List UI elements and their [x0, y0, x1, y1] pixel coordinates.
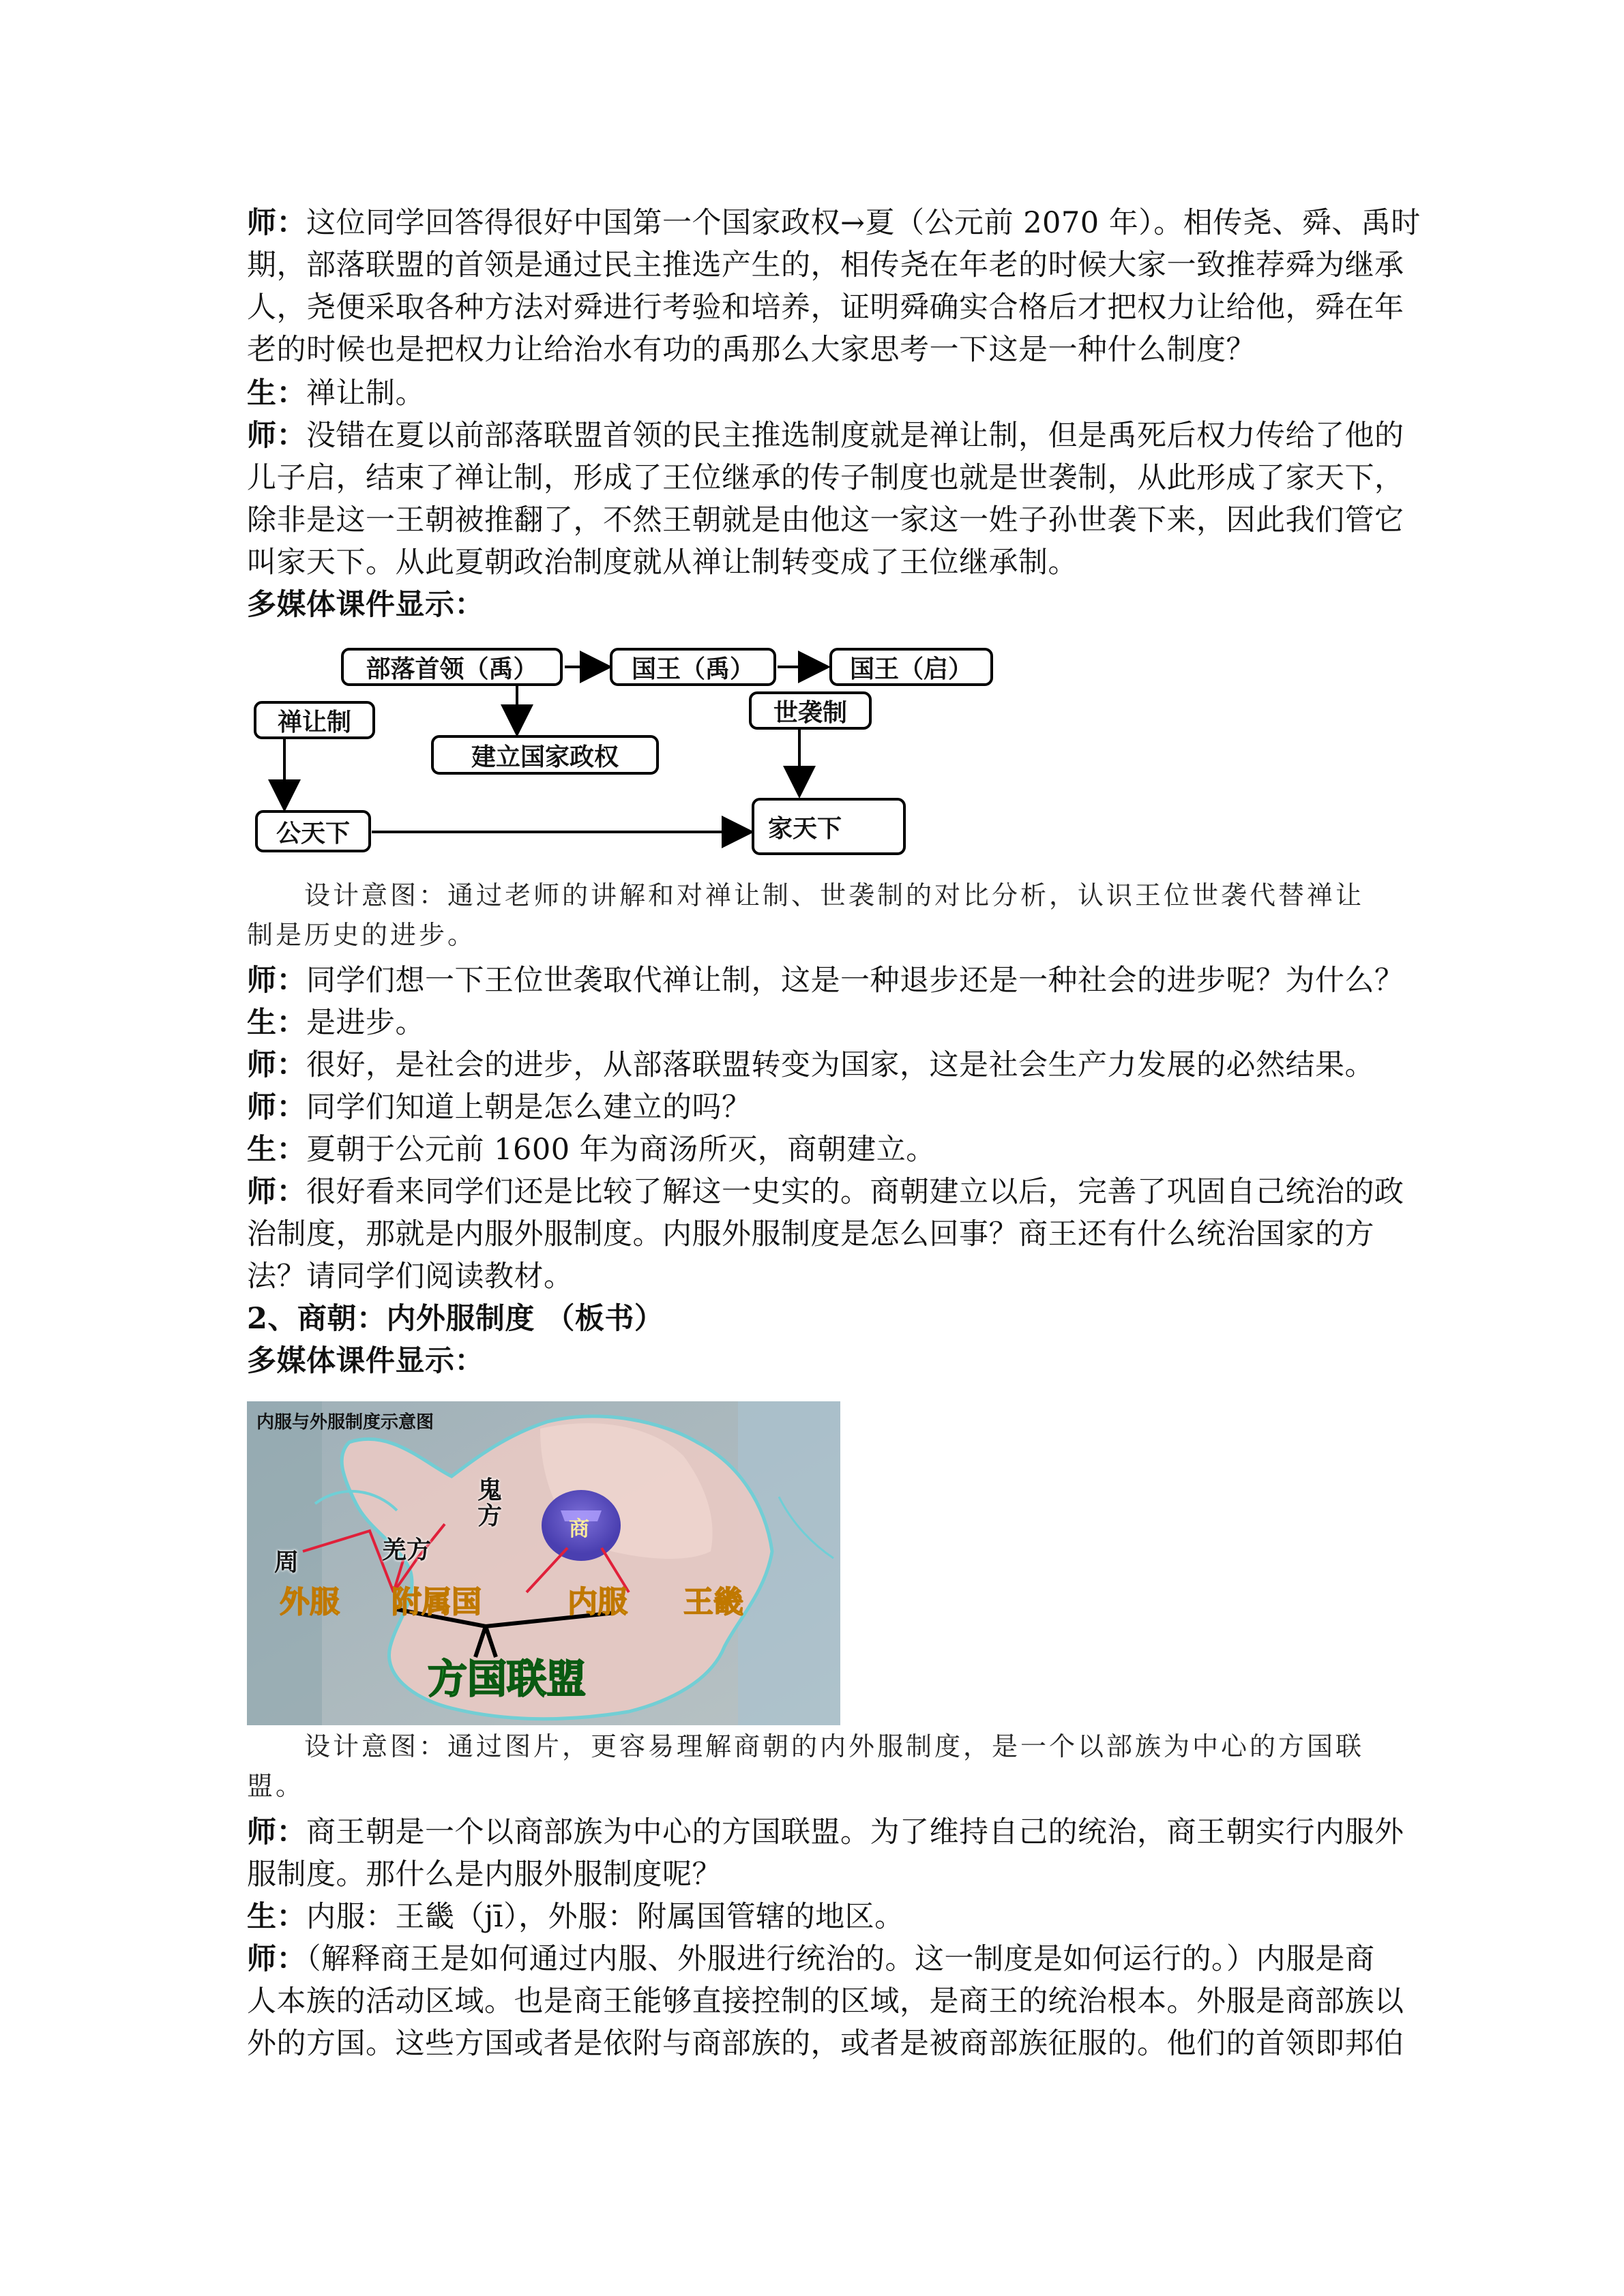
paragraph: [247, 1896, 1393, 1938]
speaker-label: 师：: [247, 1048, 306, 1082]
paragraph: [247, 1938, 1404, 2065]
speaker-label: 生：: [247, 1133, 306, 1167]
paragraph: [247, 1129, 1393, 1171]
speaker-label: 师：: [247, 964, 306, 998]
paragraph: [247, 1340, 1393, 1382]
label-shang: 商: [569, 1517, 589, 1541]
text-line: 生：禅让制。: [247, 376, 425, 411]
text-line: 治制度，那就是内服外服制度。内服外服制度是怎么回事？商王还有什么统治国家的方: [247, 1217, 1374, 1251]
paragraph: [247, 1171, 1404, 1298]
box-king-yu: 国王（禹）: [610, 648, 776, 686]
label-fushuguo: 附属国: [392, 1585, 482, 1620]
speaker-label: 生：: [247, 1900, 306, 1934]
speaker-label: 师：: [247, 1175, 306, 1209]
design-intent-paragraph: [247, 1727, 1393, 1806]
text-line: 师：很好，是社会的进步，从部落联盟转变为国家，这是社会生产力发展的必然结果。: [247, 1048, 1374, 1082]
speaker-label: 生：: [247, 376, 306, 411]
text-line: 多媒体课件显示：: [247, 1344, 484, 1378]
text-line: 期，部落联盟的首领是通过民主推选产生的，相传尧在年老的时候大家一致推荐舜为继承: [247, 248, 1404, 282]
text-line: 生：是进步。: [247, 1006, 425, 1040]
label-neifu: 内服: [567, 1585, 628, 1620]
paragraph: [247, 1044, 1393, 1086]
inner-outer-service-map: [247, 1401, 840, 1725]
text-line: 生：内服：王畿（jī），外服：附属国管辖的地区。: [247, 1900, 904, 1934]
paragraph: [247, 584, 1393, 626]
box-hereditary: 世袭制: [749, 691, 872, 730]
paragraph: [247, 202, 1421, 371]
speaker-label: 师：: [247, 1942, 306, 1976]
text-line: 多媒体课件显示：: [247, 588, 484, 622]
text-line: 制是历史的进步。: [247, 920, 477, 950]
text-line: 师：同学们知道上朝是怎么建立的吗？: [247, 1090, 752, 1124]
text-line: 叫家天下。从此夏朝政治制度就从禅让制转变成了王位继承制。: [247, 546, 1078, 580]
text-line: 生：夏朝于公元前 1600 年为商汤所灭，商朝建立。: [247, 1133, 936, 1167]
box-family-world: 家天下: [752, 798, 906, 855]
map-title: 内服与外服制度示意图: [256, 1412, 434, 1433]
paragraph: [247, 1298, 1393, 1340]
text-line: 设计意图：通过老师的讲解和对禅让制、世袭制的对比分析，认识王位世袭代替禅让: [304, 880, 1365, 910]
paragraph: [247, 959, 1404, 1002]
text-line: 人本族的活动区域。也是商王能够直接控制的区域，是商王的统治根本。外服是商部族以: [247, 1984, 1404, 2018]
box-public-world: 公天下: [255, 810, 371, 852]
text-line: 人，尧便采取各种方法对舜进行考验和培养，证明舜确实合格后才把权力让给他，舜在年: [247, 290, 1404, 325]
abdication-to-hereditary-flowchart: [246, 634, 1009, 866]
label-waifu: 外服: [280, 1585, 340, 1620]
label-qiangfang: 羌方: [382, 1536, 432, 1564]
box-abdication: 禅让制: [254, 701, 375, 739]
paragraph: [247, 372, 1393, 415]
text-line: 法？请同学们阅读教材。: [247, 1259, 574, 1294]
label-guifang: 鬼方: [477, 1476, 503, 1530]
text-line: 师：很好看来同学们还是比较了解这一史实的。商朝建立以后，完善了巩固自己统治的政: [247, 1175, 1404, 1209]
speaker-label: 师：: [247, 1815, 306, 1849]
speaker-label: 师：: [247, 1090, 306, 1124]
text-line: 外的方国。这些方国或者是依附与商部族的，或者是被商部族征服的。他们的首领即邦伯: [247, 2027, 1404, 2061]
text-line: 老的时候也是把权力让给治水有功的禹那么大家思考一下这是一种什么制度？: [247, 333, 1256, 367]
label-zhou: 周: [274, 1549, 299, 1577]
box-chief-yu: 部落首领（禹）: [341, 648, 563, 686]
speaker-label: 师：: [247, 206, 306, 240]
text-line: 服制度。那什么是内服外服制度呢？: [247, 1858, 722, 1892]
text-line: 师：（解释商王是如何通过内服、外服进行统治的。这一制度是如何运行的。）内服是商: [247, 1942, 1375, 1976]
label-wangji: 王畿: [683, 1585, 743, 1620]
speaker-label: 师：: [247, 419, 306, 453]
design-intent-paragraph: [247, 876, 1393, 955]
text-line: 除非是这一王朝被推翻了，不然王朝就是由他这一家这一姓子孙世袭下来，因此我们管它: [247, 503, 1404, 537]
text-line: 师：这位同学回答得很好中国第一个国家政权→夏（公元前 2070 年）。相传尧、舜、禹时: [247, 206, 1421, 240]
label-fangguo-alliance: 方国联盟: [428, 1656, 587, 1702]
text-line: 师：同学们想一下王位世袭取代禅让制，这是一种退步还是一种社会的进步呢？为什么？: [247, 964, 1404, 998]
text-line: 儿子启，结束了禅让制，形成了王位继承的传子制度也就是世袭制，从此形成了家天下，: [247, 461, 1404, 495]
box-king-qi: 国王（启）: [829, 648, 993, 686]
text-line: 2、商朝：内外服制度 （板书）: [247, 1302, 664, 1336]
text-line: 师：商王朝是一个以商部族为中心的方国联盟。为了维持自己的统治，商王朝实行内服外: [247, 1815, 1404, 1849]
text-line: 设计意图：通过图片，更容易理解商朝的内外服制度，是一个以部族为中心的方国联: [304, 1731, 1365, 1761]
text-line: 盟。: [247, 1771, 305, 1801]
paragraph: [247, 1002, 1393, 1044]
speaker-label: 生：: [247, 1006, 306, 1040]
paragraph: [247, 1811, 1404, 1896]
text-line: 师：没错在夏以前部落联盟首领的民主推选制度就是禅让制，但是禹死后权力传给了他的: [247, 419, 1404, 453]
box-build-state: 建立国家政权: [431, 735, 659, 775]
paragraph: [247, 1086, 1393, 1129]
paragraph: [247, 415, 1404, 584]
